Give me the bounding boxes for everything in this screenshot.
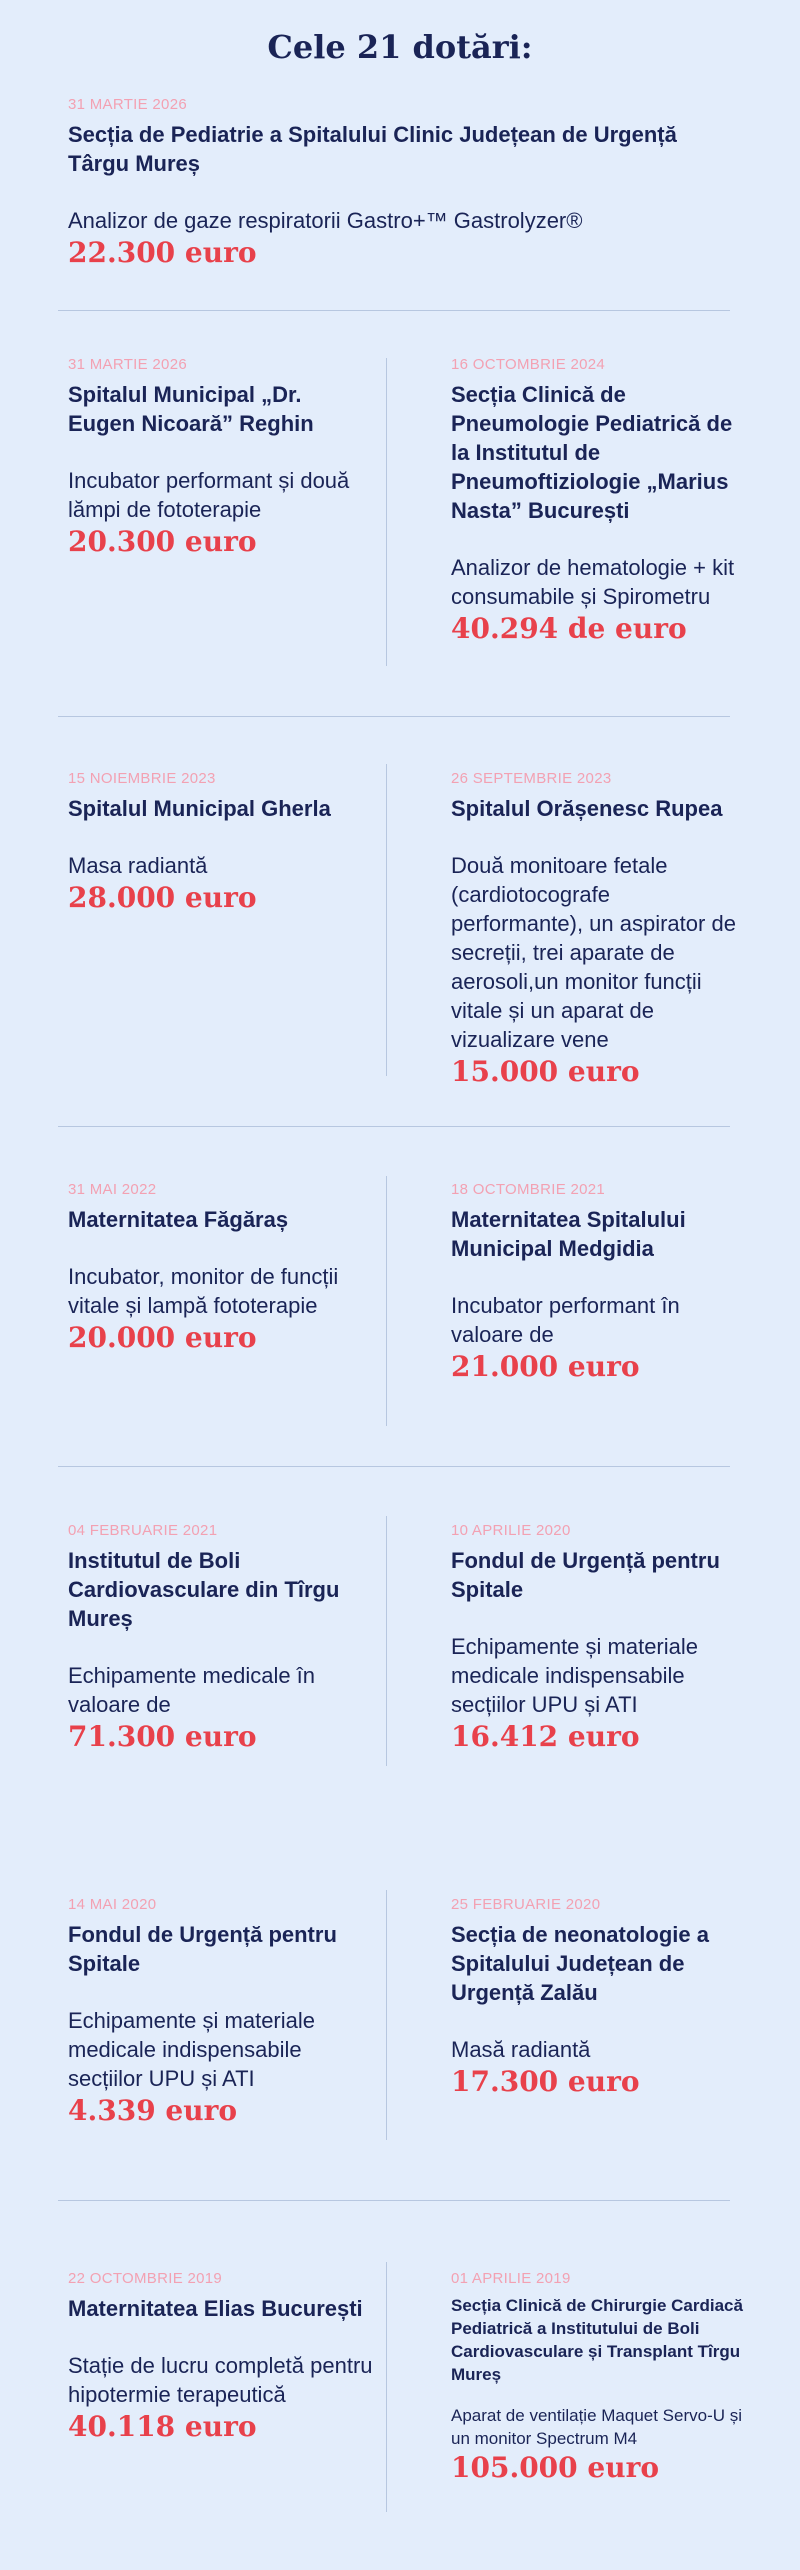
entry-date: 31 MARTIE 2026 — [68, 356, 187, 373]
column-divider — [386, 1890, 387, 2140]
entry-date: 01 APRILIE 2019 — [451, 2270, 571, 2287]
donation-entry — [451, 770, 741, 1090]
entry-description: Echipamente și materiale medicale indispensabile secțiilor UPU și ATI — [68, 2008, 316, 2091]
entry-date: 31 MARTIE 2026 — [68, 96, 187, 113]
donation-entry — [68, 1522, 358, 1755]
donation-entry — [68, 1181, 358, 1356]
divider — [58, 1466, 730, 1467]
entry-amount: 71.300 euro — [68, 1720, 257, 1753]
entry-date: 25 FEBRUARIE 2020 — [451, 1896, 601, 1913]
entry-description: Echipamente și materiale medicale indispensabile secțiilor UPU și ATI — [451, 1634, 699, 1717]
entry-description: Analizor de gaze respiratorii Gastro+™ Gastrolyzer® — [68, 208, 583, 233]
entry-amount: 28.000 euro — [68, 881, 257, 914]
donation-entry — [68, 96, 708, 271]
donation-entry — [451, 1896, 741, 2100]
divider — [58, 310, 730, 311]
entry-description: Două monitoare fetale (cardiotocografe performante), un aspirator de secreții, trei aparate de aerosoli,un monitor funcții vitale și un aparat de vizualizare vene — [451, 853, 736, 1052]
entry-institution: Secția Clinică de Pneumologie Pediatrică de la Institutul de Pneumoftiziologie „Marius Nasta” București — [451, 382, 733, 523]
entry-amount: 20.000 euro — [68, 1321, 257, 1354]
entry-date: 31 MAI 2022 — [68, 1181, 157, 1198]
entry-description: Echipamente medicale în valoare de — [68, 1663, 316, 1717]
column-divider — [386, 764, 387, 1076]
page-title: Cele 21 dotări: — [267, 28, 533, 66]
entry-amount: 105.000 euro — [451, 2451, 659, 2484]
entry-institution: Secția Clinică de Chirurgie Cardiacă Pediatrică a Institutului de Boli Cardiovasculare și Transplant Tîrgu Mureș — [451, 2296, 743, 2384]
entry-amount: 20.300 euro — [68, 525, 257, 558]
divider — [58, 1126, 730, 1127]
donation-entry — [68, 356, 358, 560]
entry-date: 14 MAI 2020 — [68, 1896, 157, 1913]
entry-amount: 40.118 euro — [68, 2410, 257, 2443]
donation-entry — [451, 2270, 761, 2486]
column-divider — [386, 2262, 387, 2512]
entry-amount: 4.339 euro — [68, 2094, 238, 2127]
entry-institution: Institutul de Boli Cardiovasculare din Tîrgu Mureș — [68, 1548, 340, 1631]
entry-institution: Fondul de Urgență pentru Spitale — [451, 1548, 720, 1602]
entry-description: Incubator, monitor de funcții vitale și lampă fototerapie — [68, 1264, 339, 1318]
entry-date: 22 OCTOMBRIE 2019 — [68, 2270, 223, 2287]
entry-institution: Spitalul Municipal Gherla — [68, 796, 331, 821]
entry-date: 26 SEPTEMBRIE 2023 — [451, 770, 612, 787]
entry-institution: Spitalul Orășenesc Rupea — [451, 796, 723, 821]
entry-institution: Secția de neonatologie a Spitalului Județean de Urgență Zalău — [451, 1922, 709, 2005]
donation-entry — [451, 1181, 741, 1385]
column-divider — [386, 1176, 387, 1426]
entry-date: 16 OCTOMBRIE 2024 — [451, 356, 606, 373]
entry-date: 18 OCTOMBRIE 2021 — [451, 1181, 606, 1198]
entry-institution: Maternitatea Spitalului Municipal Medgidia — [451, 1207, 686, 1261]
entry-description: Analizor de hematologie + kit consumabile și Spirometru — [451, 555, 735, 609]
entry-amount: 16.412 euro — [451, 1720, 640, 1753]
entry-institution: Secția de Pediatrie a Spitalului Clinic Județean de Urgență Târgu Mureș — [68, 122, 677, 176]
entry-description: Incubator performant în valoare de — [451, 1293, 680, 1347]
donation-entry — [68, 1896, 358, 2129]
entry-institution: Maternitatea Făgăraș — [68, 1207, 289, 1232]
entry-institution: Fondul de Urgență pentru Spitale — [68, 1922, 337, 1976]
column-divider — [386, 1516, 387, 1766]
entry-date: 04 FEBRUARIE 2021 — [68, 1522, 218, 1539]
entry-description: Incubator performant și două lămpi de fototerapie — [68, 468, 350, 522]
donation-entry — [451, 1522, 741, 1755]
donation-entry — [451, 356, 741, 647]
donation-entry — [68, 2270, 378, 2445]
divider — [58, 716, 730, 717]
entry-date: 15 NOIEMBRIE 2023 — [68, 770, 216, 787]
entry-date: 10 APRILIE 2020 — [451, 1522, 571, 1539]
entry-description: Stație de lucru completă pentru hipotermie terapeutică — [68, 2353, 373, 2407]
entry-description: Masă radiantă — [451, 2037, 591, 2062]
entry-amount: 21.000 euro — [451, 1350, 640, 1383]
divider — [58, 2200, 730, 2201]
entry-description: Aparat de ventilație Maquet Servo-U și un monitor Spectrum M4 — [451, 2406, 743, 2448]
entry-amount: 17.300 euro — [451, 2065, 640, 2098]
entry-institution: Spitalul Municipal „Dr. Eugen Nicoară” Reghin — [68, 382, 314, 436]
entry-amount: 15.000 euro — [451, 1055, 640, 1088]
entry-description: Masa radiantă — [68, 853, 208, 878]
donation-entry — [68, 770, 358, 916]
column-divider — [386, 358, 387, 666]
entry-amount: 22.300 euro — [68, 236, 257, 269]
entry-institution: Maternitatea Elias București — [68, 2296, 363, 2321]
entry-amount: 40.294 de euro — [451, 612, 687, 645]
